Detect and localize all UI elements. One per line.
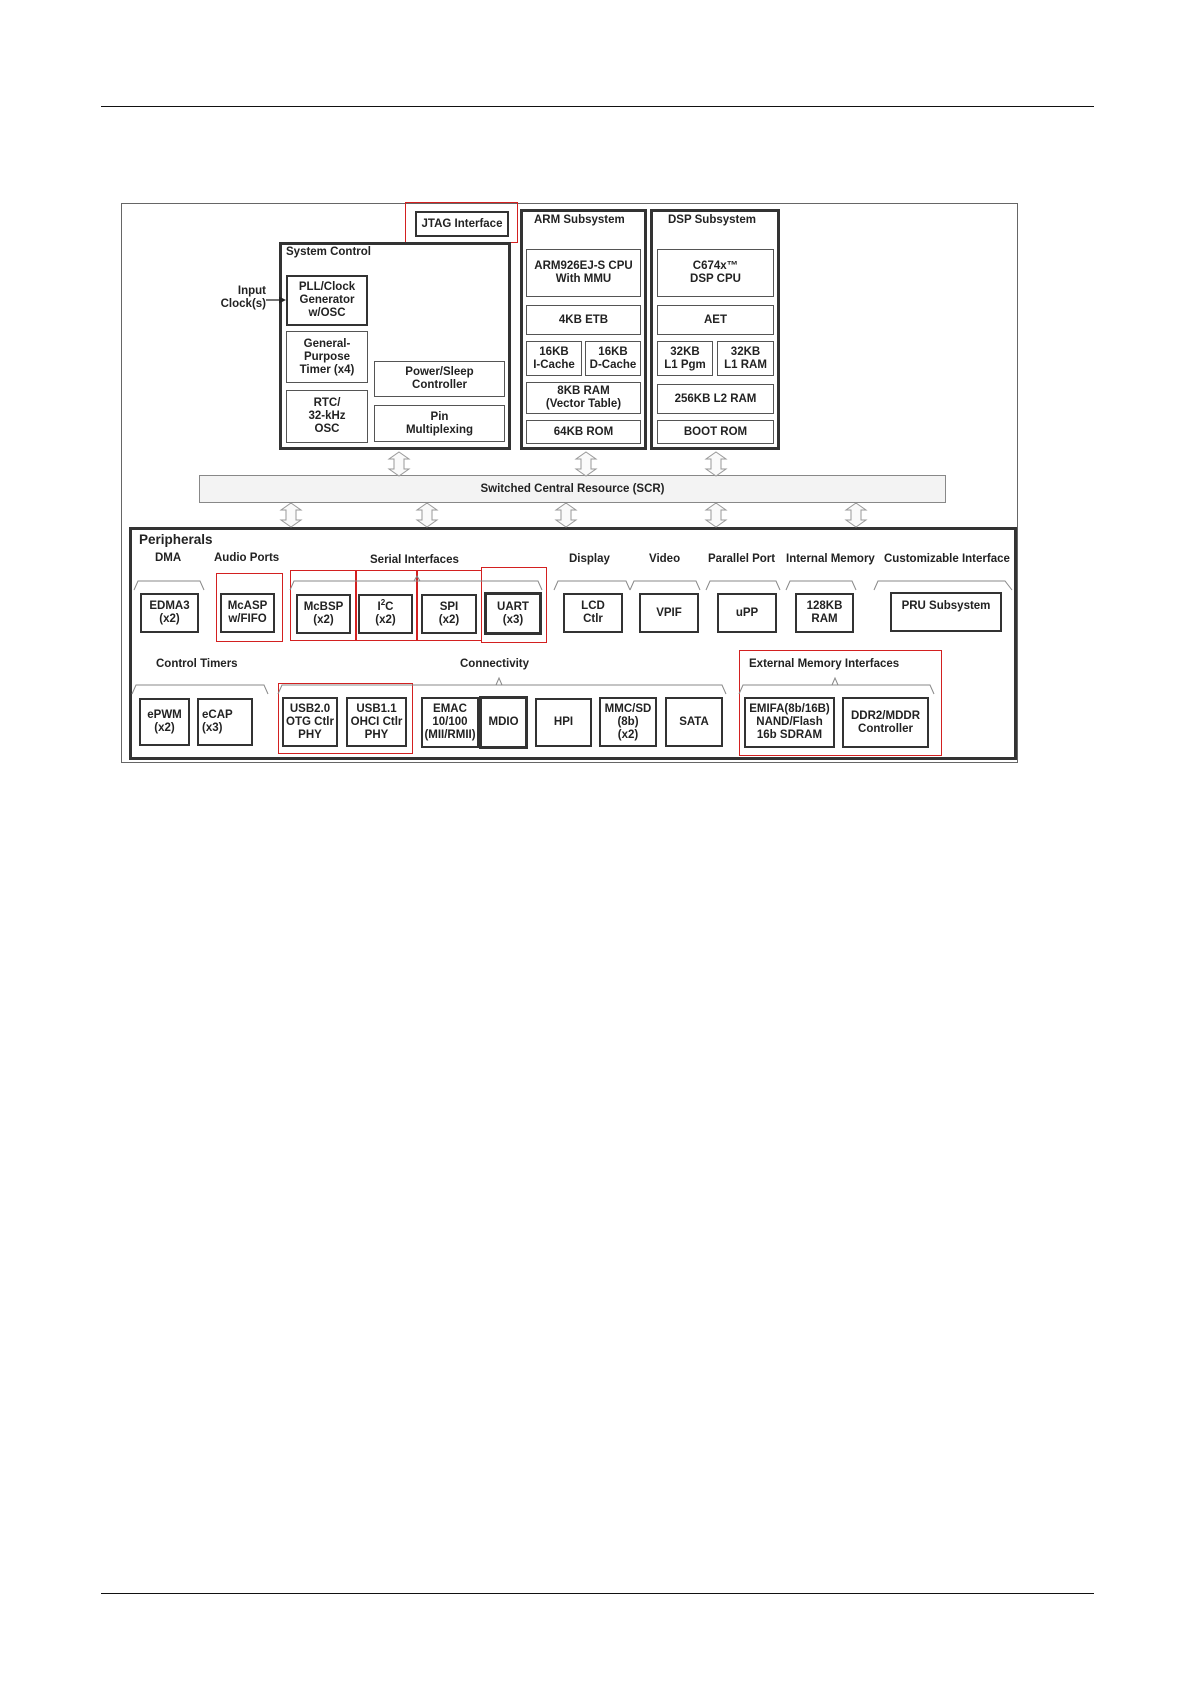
mcbsp: McBSP (x2)	[296, 594, 351, 634]
group-external-memory: External Memory Interfaces	[749, 658, 900, 670]
emac: EMAC 10/100 (MII/RMII)	[421, 697, 479, 748]
spi: SPI (x2)	[421, 594, 477, 634]
group-parallel-port: Parallel Port	[708, 553, 776, 565]
rtc-osc: RTC/ 32-kHz OSC	[286, 390, 368, 443]
arrow-scr-peripherals-4	[706, 503, 726, 527]
ecap: eCAP (x3)	[197, 698, 253, 746]
vpif: VPIF	[639, 593, 699, 633]
arrow-scr-peripherals-1	[281, 503, 301, 527]
lcd-controller: LCD Ctlr	[563, 593, 623, 633]
arrow-scr-peripherals-3	[556, 503, 576, 527]
pru-subsystem: PRU Subsystem	[890, 592, 1002, 632]
ram-128kb: 128KB RAM	[795, 593, 854, 633]
emifa: EMIFA(8b/16B) NAND/Flash 16b SDRAM	[744, 697, 835, 748]
arm-icache: 16KB I-Cache	[526, 341, 582, 376]
upp: uPP	[717, 593, 777, 633]
hpi: HPI	[535, 698, 592, 747]
group-display: Display	[569, 553, 610, 565]
input-clock-label: Input Clock(s)	[220, 285, 266, 310]
arm-vector-ram: 8KB RAM (Vector Table)	[526, 382, 641, 414]
dsp-boot-rom: BOOT ROM	[657, 420, 774, 444]
arrow-arm-scr	[576, 452, 596, 476]
pll-clock-generator: PLL/Clock Generator w/OSC	[286, 275, 368, 326]
edma3: EDMA3 (x2)	[140, 593, 199, 633]
dsp-l1-ram: 32KB L1 RAM	[717, 341, 774, 376]
ddr2-mddr-controller: DDR2/MDDR Controller	[842, 697, 929, 748]
switched-central-resource: Switched Central Resource (SCR)	[199, 475, 946, 503]
c674x-dsp-cpu: C674x™ DSP CPU	[657, 249, 774, 297]
peripherals-title: Peripherals	[139, 532, 213, 547]
usb11-ohci: USB1.1 OHCI Ctlr PHY	[346, 697, 407, 747]
group-serial-interfaces: Serial Interfaces	[370, 554, 459, 566]
dsp-aet: AET	[657, 305, 774, 335]
arm-dcache: 16KB D-Cache	[585, 341, 641, 376]
pin-multiplexing: Pin Multiplexing	[374, 405, 505, 442]
arm-subsystem-title: ARM Subsystem	[534, 214, 625, 226]
mmc-sd: MMC/SD (8b) (x2)	[599, 697, 657, 747]
group-connectivity: Connectivity	[460, 658, 530, 670]
sata: SATA	[665, 697, 723, 747]
epwm: ePWM (x2)	[139, 698, 190, 746]
arrow-system-control-scr	[389, 452, 409, 476]
arrow-scr-peripherals-2	[417, 503, 437, 527]
arm926-cpu: ARM926EJ-S CPU With MMU	[526, 249, 641, 297]
dsp-l2-ram: 256KB L2 RAM	[657, 384, 774, 414]
system-control-title: System Control	[286, 246, 371, 258]
mcasp: McASP w/FIFO	[220, 593, 275, 633]
dsp-subsystem-title: DSP Subsystem	[668, 214, 756, 226]
i2c-label: $I^2C$	[377, 598, 394, 613]
arm-rom: 64KB ROM	[526, 420, 641, 444]
group-customizable-interface: Customizable Interface	[884, 553, 1010, 565]
uart: UART (x3)	[484, 592, 542, 635]
group-internal-memory: Internal Memory	[786, 553, 875, 565]
dsp-l1-pgm: 32KB L1 Pgm	[657, 341, 713, 376]
i2c-count: (x2)	[375, 614, 396, 626]
power-sleep-controller: Power/Sleep Controller	[374, 361, 505, 397]
group-video: Video	[649, 553, 681, 565]
group-audio-ports: Audio Ports	[214, 552, 280, 564]
group-control-timers: Control Timers	[156, 658, 238, 670]
group-dma: DMA	[155, 552, 182, 564]
jtag-interface-box: JTAG Interface	[415, 211, 509, 237]
general-purpose-timer: General- Purpose Timer (x4)	[286, 331, 368, 383]
arrow-scr-peripherals-5	[846, 503, 866, 527]
arrow-dsp-scr	[706, 452, 726, 476]
arm-etb: 4KB ETB	[526, 305, 641, 335]
mdio: MDIO	[479, 696, 528, 749]
usb20-otg: USB2.0 OTG Ctlr PHY	[282, 697, 338, 747]
